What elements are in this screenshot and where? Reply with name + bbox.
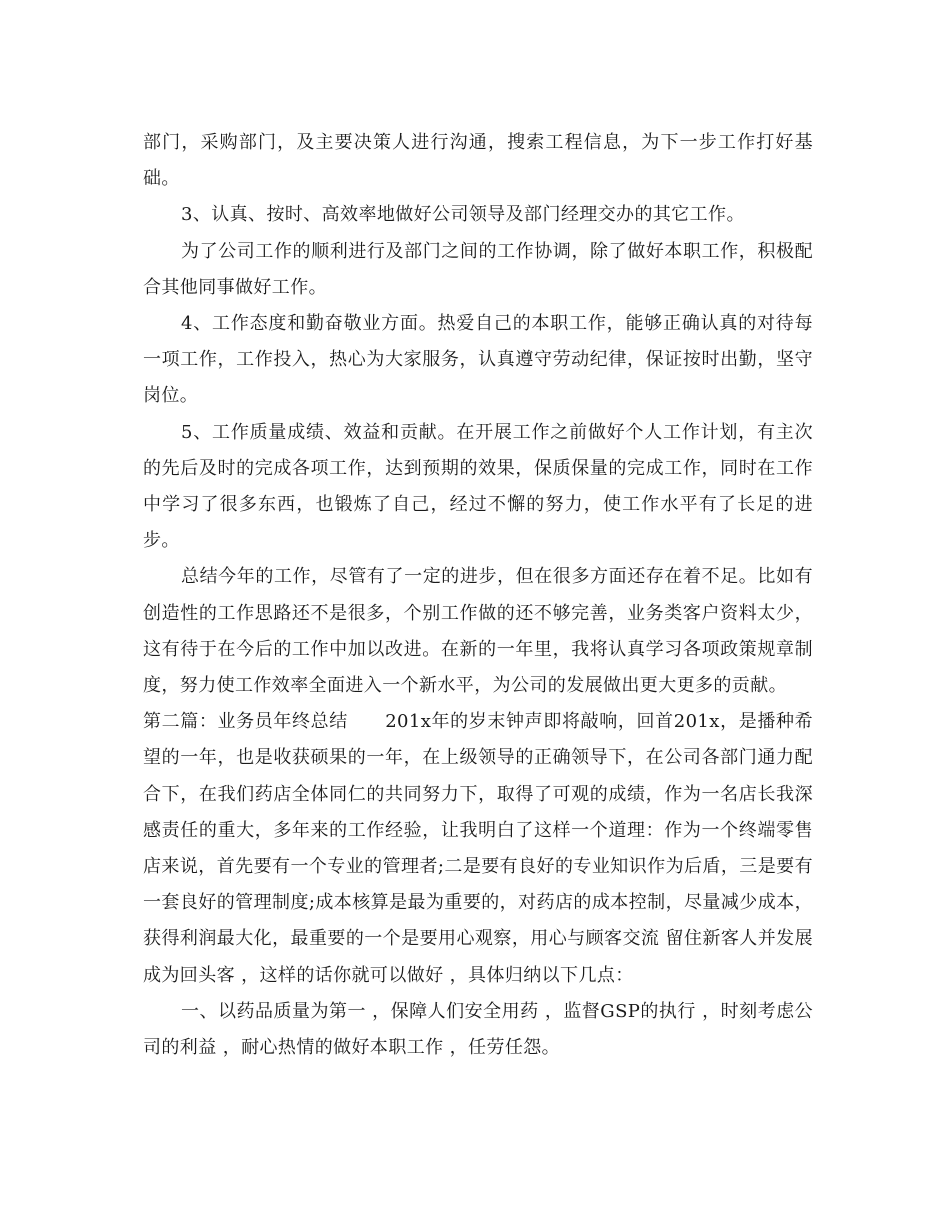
paragraph-summary: 总结今年的工作，尽管有了一定的进步，但在很多方面还存在着不足。比如有创造性的工作思路还不是很多，个别工作做的还不够完善，业务类客户资料太少，这有待于在今后的工作中加以改进。在新的一年里，我将认真学习各项政策规章制度，努力使工作效率全面进入一个新水平，为公司的发展做出更大更多的贡献。 bbox=[143, 566, 813, 697]
paragraph-second-article: 第二篇：业务员年终总结 201x年的岁末钟声即将敲响，回首201x，是播种希望的一年，也是收获硕果的一年，在上级领导的正确领导下，在公司各部门通力配合下，在我们药店全体同仁的共同努力下，取得了可观的成绩，作为一名店长我深感责任的重大，多年来的工作经验，让我明白了这样一个道理：作为一个终端零售店来说，首先要有一个专业的管理者;二是要有良好的专业知识作为后盾，三是要有一套良好的管理制度;成本核算是最为重要的，对药店的成本控制，尽量减少成本，获得利润最大化，最重要的一个是要用心观察，用心与顾客交流 留住新客人并发展成为回头客 ，这样的话你就可以做好 ，具体归纳以下几点： bbox=[143, 711, 813, 986]
paragraph-item-3: 3、认真、按时、高效率地做好公司领导及部门经理交办的其它工作。 bbox=[181, 204, 745, 226]
paragraph-point-1: 一、以药品质量为第一 ，保障人们安全用药 ，监督GSP的执行 ，时刻考虑公司的利益 ，耐心热情的做好本职工作 ，任劳任怨。 bbox=[143, 1000, 813, 1059]
paragraph-item-5: 5、工作质量成绩、效益和贡献。在开展工作之前做好个人工作计划，有主次的先后及时的完成各项工作，达到预期的效果，保质保量的完成工作，同时在工作中学习了很多东西，也锻炼了自己，经过不懈的努力，使工作水平有了长足的进步。 bbox=[143, 421, 813, 552]
paragraph-cooperation: 为了公司工作的顺利进行及部门之间的工作协调，除了做好本职工作，积极配合其他同事做好工作。 bbox=[143, 240, 813, 298]
paragraph-item-4: 4、工作态度和勤奋敬业方面。热爱自己的本职工作，能够正确认真的对待每一项工作，工作投入，热心为大家服务，认真遵守劳动纪律，保证按时出勤，坚守岗位。 bbox=[143, 313, 813, 407]
paragraph-continuation: 部门，采购部门，及主要决策人进行沟通，搜索工程信息，为下一步工作打好基础。 bbox=[143, 132, 813, 190]
document-body bbox=[143, 125, 813, 1066]
